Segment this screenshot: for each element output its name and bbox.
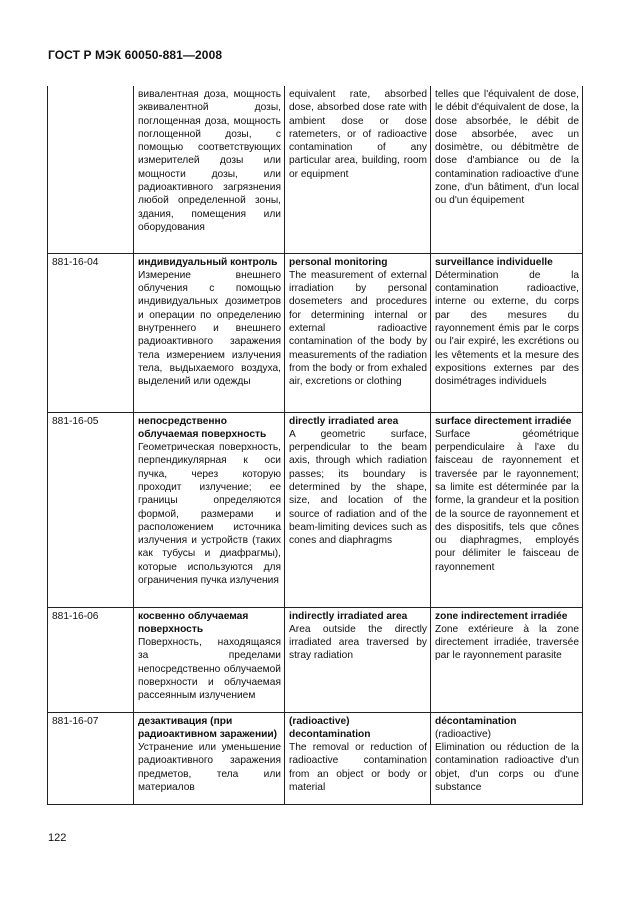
en-cell [285,412,431,607]
terms-table [47,86,583,805]
code-cell [48,607,134,712]
ru-definition: Геометрическая поверхность, перпендикулярная к оси пучка, через которую проходит излучение; ее границы определяются формой, размерами и расположением источника излучения и устройств (таких как тубусы и диафрагмы), которые используются для ограничения пучка излучения [138,442,281,587]
fr-cell [431,412,583,607]
ru-term: дезактивация (при радиоактивном заражении) [138,715,278,740]
code-cell [48,253,134,412]
ru-cell [134,712,285,804]
term-code: 881-16-05 [52,415,99,427]
en-definition: Area outside the directly irradiated area traversed by stray radiation [289,623,427,662]
fr-term: surveillance individuelle [435,256,553,268]
term-code: 881-16-06 [52,610,99,622]
fr-definition: Détermination de la contamination radioactive, interne ou externe, du corps par des mesures du rayonnement émis par le corps ou l'air expiré, les excrétions ou les vêtements et la mesure des expositions externes par des dosimétrages individuels [435,269,579,388]
fr-term: décontamination [435,715,517,727]
fr-definition: Surface géométrique perpendiculaire à l'axe du faisceau de rayonnement et traversée par le rayonnement; sa limite est déterminée par la forme, la grandeur et la position de la source de rayonnement et des dispositifs, tels que cônes ou diaphragmes, employés pour délimiter le faisceau de rayonnement [435,428,579,573]
en-term: (radioactive) decontamination [289,715,371,740]
ru-cell [134,86,285,253]
ru-cell [134,253,285,412]
en-cell [285,253,431,412]
ru-definition: Измерение внешнего облучения с помощью индивидуальных дозиметров и операции по определению внутреннего и внешнего радиоактивного заражения тела измерением излучения тела, выдыхаемого воздуха, выделений или одежды [138,269,281,388]
table-row [48,412,583,607]
en-term: personal monitoring [289,256,388,268]
en-definition: The measurement of external irradiation by personal dosemeters and procedures for determining internal or external radioactive contamination of the body by measurements of the radiation from the body or from exhaled air, excretions or clothing [289,269,427,388]
term-code: 881-16-07 [52,715,99,727]
term-code: 881-16-04 [52,256,99,268]
ru-definition: вивалентная доза, мощность эквивалентной дозы, поглощенная доза, мощность поглощенной дозы, с помощью соответствующих измерителей дозы или мощности дозы, или радиоактивного загрязнения любой определенной зоны, здания, помещения или оборудования [138,89,281,233]
en-cell [285,86,431,253]
ru-definition: Устранение или уменьшение радиоактивного заражения предметов, тела или материалов [138,742,281,793]
fr-cell [431,712,583,804]
en-definition: equivalent rate, absorbed dose, absorbed dose rate with ambient dose or dose ratemeters, or of radioactive contamination of any particular area, building, room or equipment [289,89,427,180]
en-definition: The removal or reduction of radioactive contamination from an object or body or material [289,742,427,793]
fr-term: surface directement irradiée [435,415,572,427]
fr-cell [431,253,583,412]
fr-cell [431,607,583,712]
page-number: 122 [48,832,67,844]
document-header: ГОСТ Р МЭК 60050-881—2008 [48,48,223,62]
en-definition: A geometric surface, perpendicular to the beam axis, through which radiation passes; its boundary is determined by the shape, size, and location of the source of radiation and of the beam-limiting devices such as cones and diaphragms [289,428,427,547]
fr-definition: telles que l'équivalent de dose, le débit d'équivalent de dose, la dose absorbée, le débit de dose absorbée, avec un dosimètre, ou débitmètre de dose d'ambiance ou de la contamination radioactive d'une zone, d'un bâtiment, d'un local ou d'un équipement [435,89,579,207]
fr-definition: Elimination ou réduction de la contamination radioactive d'un objet, d'un corps ou d'une substance [435,742,579,793]
table-row [48,607,583,712]
table-row [48,712,583,804]
fr-cell [431,86,583,253]
ru-term: непосредственно облучаемая поверхность [138,415,267,440]
ru-definition: Поверхность, находящаяся за пределами непосредственно облучаемой поверхности и облучаемая рассеянным излучением [138,637,281,702]
fr-definition: Zone extérieure à la zone directement irradiée, traversée par le rayonnement parasite [435,623,579,662]
en-cell [285,712,431,804]
code-cell [48,712,134,804]
fr-term-qualifier: (radioactive) [435,728,492,740]
en-cell [285,607,431,712]
ru-term: косвенно облучаемая поверхность [138,610,249,635]
en-term: directly irradiated area [289,415,399,427]
en-term: indirectly irradiated area [289,610,408,622]
ru-term: индивидуальный контроль [138,256,278,268]
code-cell [48,86,134,253]
table-row [48,253,583,412]
code-cell [48,412,134,607]
fr-term: zone indirectement irradiée [435,610,568,622]
table-row [48,86,583,253]
ru-cell [134,412,285,607]
ru-cell [134,607,285,712]
